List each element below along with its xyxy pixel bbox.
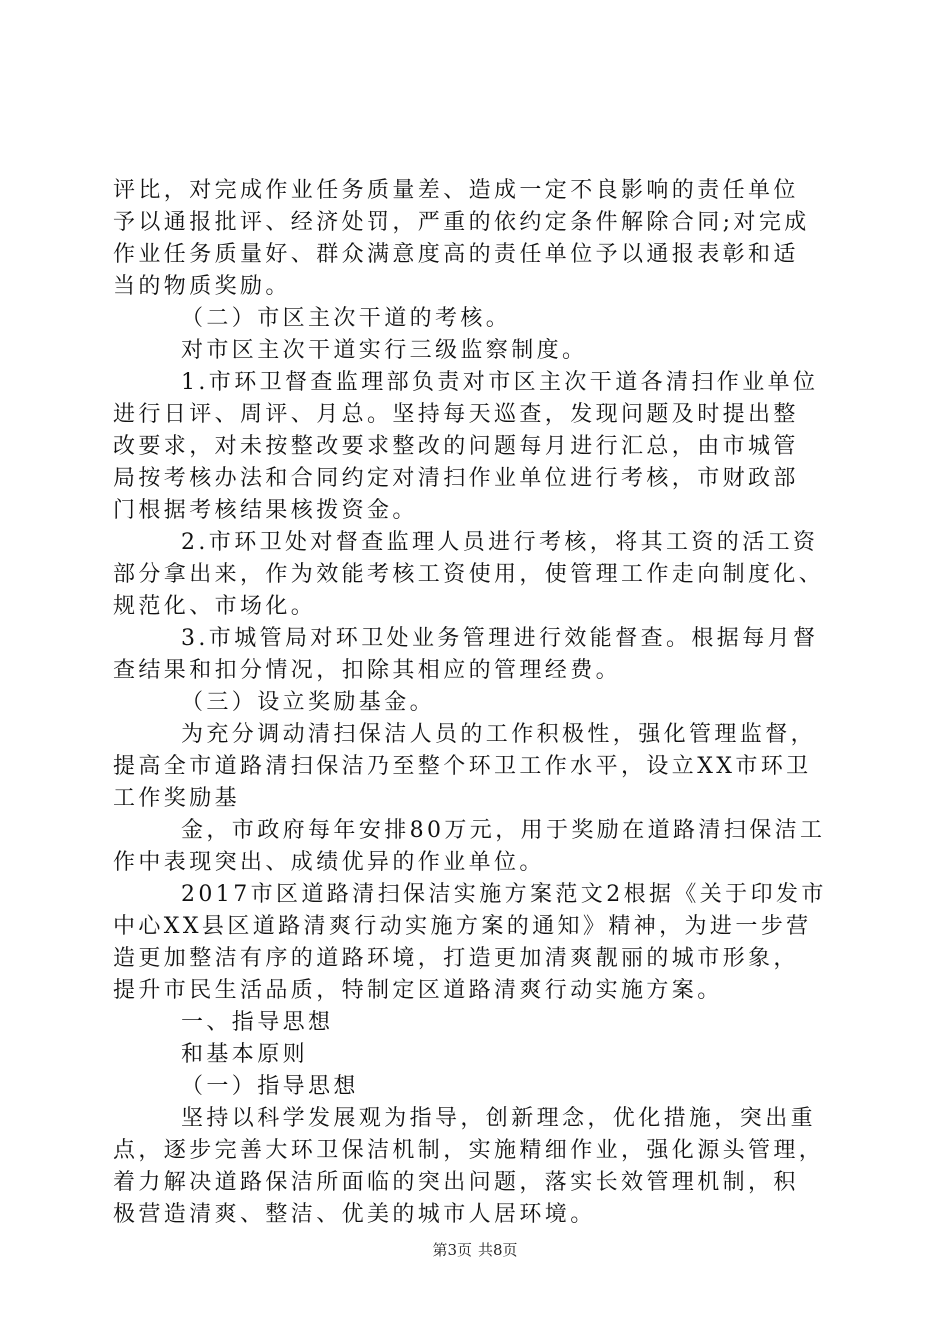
text-line: 极营造清爽、整洁、优美的城市人居环境。 bbox=[113, 1202, 596, 1227]
text-line: 工作奖励基 bbox=[113, 786, 241, 811]
text-line: 中心XX县区道路清爽行动实施方案的通知》精神，为进一步营 bbox=[113, 914, 812, 939]
text-line: 规范化、市场化。 bbox=[113, 594, 317, 619]
text-line: 提升市民生活品质，特制定区道路清爽行动实施方案。 bbox=[113, 978, 723, 1003]
text-line: 点，逐步完善大环卫保洁机制，实施精细作业，强化源头管理， bbox=[113, 1138, 825, 1163]
text-line: 当的物质奖励。 bbox=[113, 274, 291, 299]
page-number: 第3页 bbox=[432, 1241, 472, 1259]
text-line: 进行日评、周评、月总。坚持每天巡查，发现问题及时提出整 bbox=[113, 402, 799, 427]
text-line: 和基本原则 bbox=[181, 1042, 309, 1067]
text-line: 评比，对完成作业任务质量差、造成一定不良影响的责任单位 bbox=[113, 178, 799, 203]
document-body bbox=[113, 175, 843, 1231]
text-line: 3.市城管局对环卫处业务管理进行效能督查。根据每月督 bbox=[181, 626, 819, 651]
text-line: 金，市政府每年安排80万元，用于奖励在道路清扫保洁工 bbox=[181, 818, 826, 843]
text-line: 2017市区道路清扫保洁实施方案范文2根据《关于印发市 bbox=[181, 882, 827, 907]
text-line: 坚持以科学发展观为指导，创新理念，优化措施，突出重 bbox=[181, 1106, 817, 1131]
text-line: （二）市区主次干道的考核。 bbox=[181, 306, 512, 331]
text-line: （三）设立奖励基金。 bbox=[181, 690, 436, 715]
text-line: 作业任务质量好、群众满意度高的责任单位予以通报表彰和适 bbox=[113, 242, 799, 267]
text-line: 为充分调动清扫保洁人员的工作积极性，强化管理监督， bbox=[181, 722, 817, 747]
text-line: 门根据考核结果核拨资金。 bbox=[113, 498, 418, 523]
text-line: 部分拿出来，作为效能考核工资使用，使管理工作走向制度化、 bbox=[113, 562, 825, 587]
page-footer bbox=[0, 1240, 950, 1260]
text-line: 1.市环卫督查监理部负责对市区主次干道各清扫作业单位 bbox=[181, 370, 819, 395]
text-line: 作中表现突出、成绩优异的作业单位。 bbox=[113, 850, 545, 875]
text-line: 2.市环卫处对督查监理人员进行考核，将其工资的活工资 bbox=[181, 530, 819, 555]
page-total: 共8页 bbox=[478, 1241, 518, 1259]
text-line: 造更加整洁有序的道路环境，打造更加清爽靓丽的城市形象， bbox=[113, 946, 799, 971]
text-line: （一）指导思想 bbox=[181, 1074, 359, 1099]
text-line: 查结果和扣分情况，扣除其相应的管理经费。 bbox=[113, 658, 622, 683]
text-line: 一、指导思想 bbox=[181, 1010, 334, 1035]
text-line: 予以通报批评、经济处罚，严重的依约定条件解除合同;对完成 bbox=[113, 210, 810, 235]
text-line: 改要求，对未按整改要求整改的问题每月进行汇总，由市城管 bbox=[113, 434, 799, 459]
text-line: 着力解决道路保洁所面临的突出问题，落实长效管理机制，积 bbox=[113, 1170, 799, 1195]
text-line: 局按考核办法和合同约定对清扫作业单位进行考核，市财政部 bbox=[113, 466, 799, 491]
text-line: 对市区主次干道实行三级监察制度。 bbox=[181, 338, 588, 363]
text-line: 提高全市道路清扫保洁乃至整个环卫工作水平，设立XX市环卫 bbox=[113, 754, 812, 779]
